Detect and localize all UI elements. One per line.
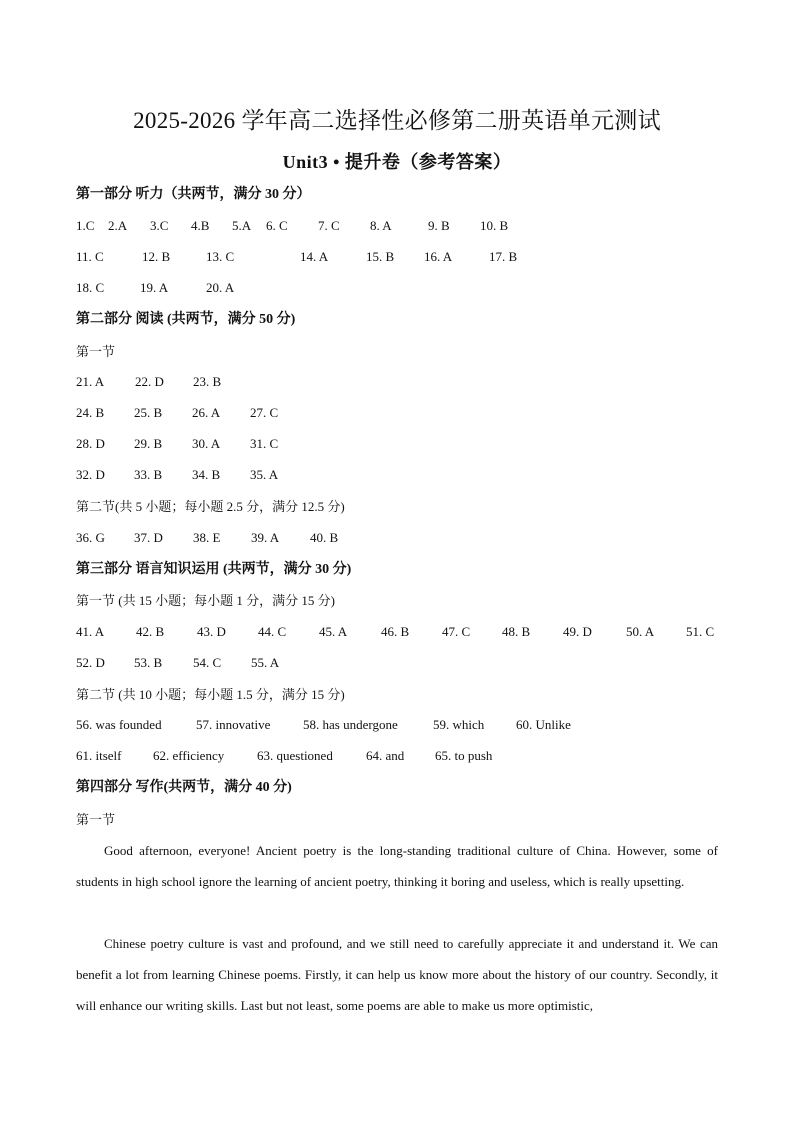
answer-item: 13. C bbox=[206, 249, 235, 264]
answer-item: 4.B bbox=[191, 218, 210, 233]
answer-item: 62. efficiency bbox=[153, 748, 225, 763]
answer-item: 36. G bbox=[76, 530, 105, 545]
answer-item: 47. C bbox=[442, 624, 471, 639]
part3-section2-label: 第二节 (共 10 小题；每小题 1.5 分，满分 15 分) bbox=[76, 687, 345, 702]
answer-item: 51. C bbox=[686, 624, 715, 639]
answer-item: 40. B bbox=[310, 530, 339, 545]
answer-item: 61. itself bbox=[76, 748, 122, 763]
part3-section1-label: 第一节 (共 15 小题；每小题 1 分，满分 15 分) bbox=[76, 593, 335, 608]
answer-item: 54. C bbox=[193, 655, 222, 670]
answer-item: 19. A bbox=[140, 280, 169, 295]
answer-item: 55. A bbox=[251, 655, 280, 670]
part2-section2-label: 第二节(共 5 小题；每小题 2.5 分，满分 12.5 分) bbox=[76, 499, 345, 514]
answer-item: 22. D bbox=[135, 374, 164, 389]
answer-item: 17. B bbox=[489, 249, 518, 264]
answer-item: 10. B bbox=[480, 218, 509, 233]
answer-item: 56. was founded bbox=[76, 717, 162, 732]
answer-item: 60. Unlike bbox=[516, 717, 571, 732]
answer-item: 31. C bbox=[250, 436, 279, 451]
answer-item: 18. C bbox=[76, 280, 105, 295]
answer-item: 6. C bbox=[266, 218, 288, 233]
answer-item: 65. to push bbox=[435, 748, 493, 763]
answer-item: 2.A bbox=[108, 218, 128, 233]
answer-item: 50. A bbox=[626, 624, 655, 639]
answer-item: 30. A bbox=[192, 436, 221, 451]
answer-item: 39. A bbox=[251, 530, 280, 545]
part2-header: 第二部分 阅读 (共两节，满分 50 分) bbox=[76, 312, 296, 327]
answer-item: 46. B bbox=[381, 624, 410, 639]
answer-item: 11. C bbox=[76, 249, 104, 264]
answer-item: 29. B bbox=[134, 436, 163, 451]
answer-item: 64. and bbox=[366, 748, 405, 763]
answer-item: 25. B bbox=[134, 405, 163, 420]
answer-item: 52. D bbox=[76, 655, 105, 670]
part4-header: 第四部分 写作(共两节，满分 40 分) bbox=[76, 780, 292, 795]
answer-item: 57. innovative bbox=[196, 717, 271, 732]
part3-header: 第三部分 语言知识运用 (共两节，满分 30 分) bbox=[76, 562, 352, 577]
answer-item: 49. D bbox=[563, 624, 592, 639]
answer-item: 3.C bbox=[150, 218, 169, 233]
answer-item: 27. C bbox=[250, 405, 279, 420]
answer-item: 42. B bbox=[136, 624, 165, 639]
part1-header: 第一部分 听力（共两节，满分 30 分） bbox=[76, 187, 311, 202]
answer-item: 16. A bbox=[424, 249, 453, 264]
answer-item: 7. C bbox=[318, 218, 340, 233]
answer-item: 9. B bbox=[428, 218, 450, 233]
answer-item: 35. A bbox=[250, 467, 279, 482]
answer-item: 1.C bbox=[76, 218, 95, 233]
answer-item: 44. C bbox=[258, 624, 287, 639]
part4-section1-label: 第一节 bbox=[76, 812, 116, 827]
answer-item: 34. B bbox=[192, 467, 221, 482]
answer-item: 45. A bbox=[319, 624, 348, 639]
answer-item: 24. B bbox=[76, 405, 105, 420]
answer-item: 12. B bbox=[142, 249, 171, 264]
answer-item: 33. B bbox=[134, 467, 163, 482]
page-subtitle: Unit3 • 提升卷（参考答案） bbox=[282, 152, 512, 172]
answer-item: 63. questioned bbox=[257, 748, 333, 763]
answer-item: 58. has undergone bbox=[303, 717, 398, 732]
answer-item: 15. B bbox=[366, 249, 395, 264]
answer-item: 41. A bbox=[76, 624, 105, 639]
answer-item: 38. E bbox=[193, 530, 221, 545]
answer-item: 26. A bbox=[192, 405, 221, 420]
essay-paragraph: Chinese poetry culture is vast and profound, and we still need to carefully appreciate it and understand it. We can benefit a lot from learning Chinese poems. Firstly, it can help us know more about the history of our country. Secondly, it will enhance our writing skills. Last but not least, some poems are able to make us more optimistic, bbox=[76, 936, 718, 1013]
answer-item: 59. which bbox=[433, 717, 485, 732]
answer-item: 37. D bbox=[134, 530, 163, 545]
answer-item: 28. D bbox=[76, 436, 105, 451]
answer-item: 5.A bbox=[232, 218, 252, 233]
answer-item: 48. B bbox=[502, 624, 531, 639]
answer-item: 53. B bbox=[134, 655, 163, 670]
essay-paragraph: Good afternoon, everyone! Ancient poetry is the long-standing traditional culture of China. However, some of students in high school ignore the learning of ancient poetry, thinking it boring and useless, which is really upsetting. bbox=[76, 843, 718, 889]
answer-item: 23. B bbox=[193, 374, 222, 389]
page-title: 2025-2026 学年高二选择性必修第二册英语单元测试 bbox=[133, 108, 661, 133]
answer-item: 14. A bbox=[300, 249, 329, 264]
answer-item: 21. A bbox=[76, 374, 105, 389]
answer-item: 32. D bbox=[76, 467, 105, 482]
answer-item: 43. D bbox=[197, 624, 226, 639]
part2-section1-label: 第一节 bbox=[76, 344, 116, 359]
answer-item: 20. A bbox=[206, 280, 235, 295]
answer-item: 8. A bbox=[370, 218, 392, 233]
